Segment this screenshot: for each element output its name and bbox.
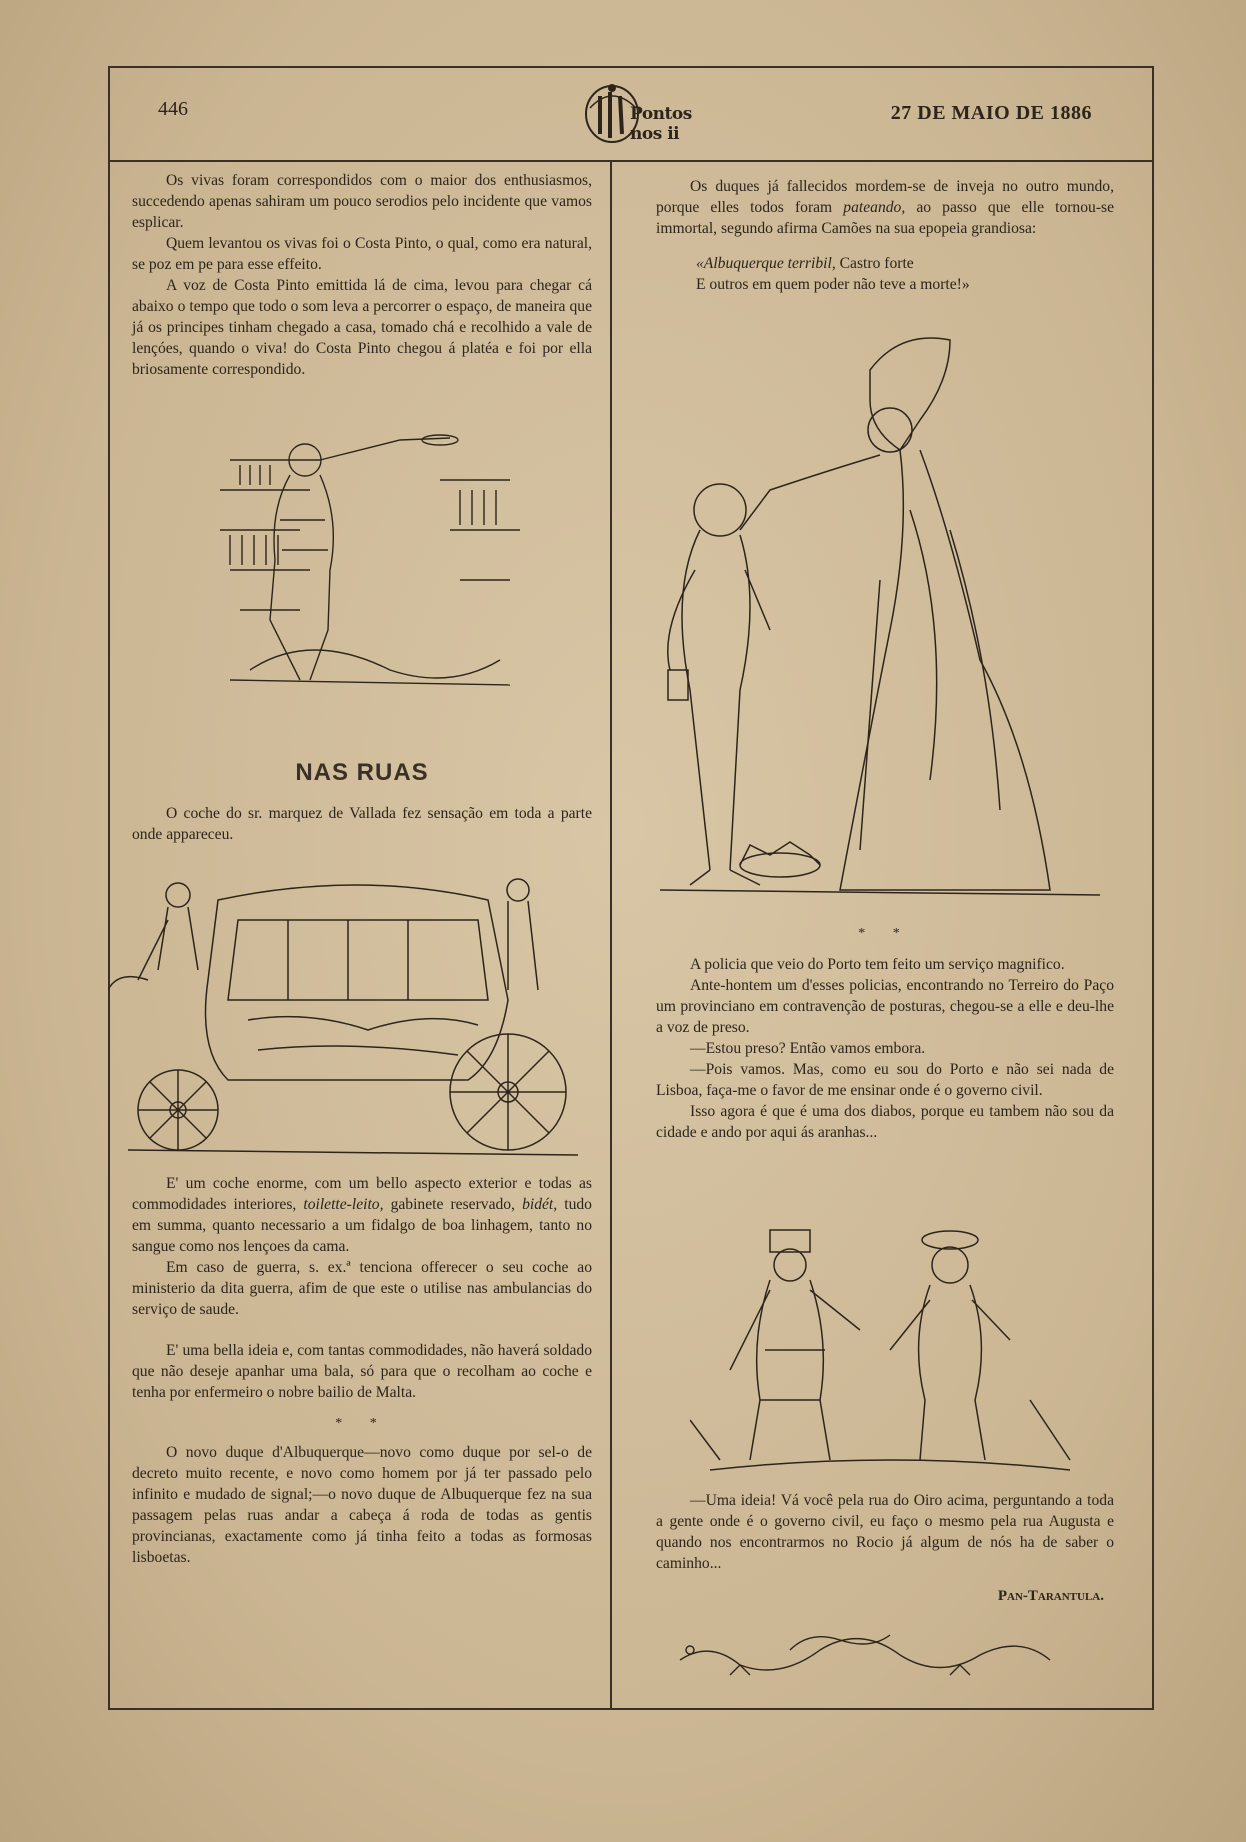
verse-quote xyxy=(656,253,1114,295)
article-paragraph: Ante-hontem um d'esses policias, encontrando no Terreiro do Paço um provinciano em contravenção de posturas, chegou-se a elle e deu-lhe a voz de preso. xyxy=(656,977,1114,1036)
illustration-policeman-and-provincial xyxy=(690,1220,1090,1480)
article-paragraph: Isso agora é que é uma dos diabos, porque eu tambem não sou da cidade e ando por aqui ás aranhas... xyxy=(656,1103,1114,1141)
article-paragraph: A policia que veio do Porto tem feito um serviço magnifico. xyxy=(690,956,1065,973)
column-divider xyxy=(610,162,612,1708)
article-paragraph: E' uma bella ideia e, com tantas commodidades, não haverá soldado que não deseje apanhar uma bala, só para que o recolham ao coche e tenha por enfermeiro o nobre bailio de Malta. xyxy=(132,1342,592,1401)
article-paragraph: —Estou preso? Então vamos embora. xyxy=(690,1040,926,1057)
text-run: Os duques já fallecidos mordem-se de inveja no outro mundo, porque elles todos foram xyxy=(656,178,1114,216)
illustration-tail-ornament xyxy=(670,1620,1060,1690)
article-paragraph: A voz de Costa Pinto emittida lá de cima, levou para chegar cá abaixo o tempo que todo o som leva a percorrer o espaço, de maneira que já os principes tinham chegado a casa, tomado chá e recolhido a vale de lençóes, quando o viva! do Costa Pinto chegou á platéa e foi por ella briosamente correspondido. xyxy=(132,277,592,378)
separator-stars: * * xyxy=(335,1416,389,1431)
text-run: gabinete reservado, xyxy=(383,1196,523,1213)
verse-line: E outros em quem poder não teve a morte!» xyxy=(696,276,970,293)
article-paragraph xyxy=(132,1173,592,1257)
article-paragraph: O coche do sr. marquez de Vallada fez sensação em toda a parte onde appareceu. xyxy=(132,805,592,843)
text-run: Castro forte xyxy=(835,255,914,272)
article-paragraph: O novo duque d'Albuquerque—novo como duque por sel-o de decreto muito recente, e novo como homem por já ter passado pelo infinito e mudado de signal;—o novo duque de Albuquerque fez na sua passagem pelas ruas andar a cabeça á roda de todas as gentis provincianas, exactamente como já tinha feito a todas as formosas lisboetas. xyxy=(132,1444,592,1566)
illustration-coach xyxy=(108,860,598,1160)
right-column-middle xyxy=(656,923,1114,1143)
verse-line xyxy=(656,253,1114,274)
italic-run: «Albuquerque terribil, xyxy=(696,255,836,272)
article-paragraph: Quem levantou os vivas foi o Costa Pinto, o qual, como era natural, se poz em pe para esse effeito. xyxy=(132,235,592,273)
article-paragraph: —Pois vamos. Mas, como eu sou do Porto e não sei nada de Lisboa, faça-me o favor de me ensinar onde é o governo civil. xyxy=(656,1061,1114,1099)
italic-run: toilette-leito, xyxy=(303,1196,384,1213)
italic-run: bidét, xyxy=(522,1196,558,1213)
masthead-logo xyxy=(560,78,720,148)
illustration-duke-and-lady xyxy=(650,330,1110,900)
text-run: ao passo que elle tornou-se immortal, segundo afirma Camões na sua epopeia grandiosa: xyxy=(656,199,1115,237)
header-rule xyxy=(110,160,1152,162)
separator-stars: * * xyxy=(858,926,912,941)
article-paragraph: Em caso de guerra, s. ex.ª tenciona offerecer o seu coche ao ministerio da dita guerra, afim de que este o utilise nas ambulancias do serviço de saude. xyxy=(132,1259,592,1318)
right-column-top xyxy=(656,176,1114,295)
article-paragraph: Os vivas foram correspondidos com o maior dos enthusiasmos, succedendo apenas sahiram um pouco serodios pelo incidente que vamos esplicar. xyxy=(132,172,592,231)
article-paragraph xyxy=(656,176,1114,239)
left-column-middle xyxy=(132,1173,592,1568)
masthead-title: Pontos nos ii xyxy=(630,104,692,144)
right-column-bottom xyxy=(656,1490,1114,1607)
text-run: tudo em summa, quanto necessario a um fidalgo de boa linhagem, tanto no sangue como nos lençoes da cama. xyxy=(132,1196,592,1255)
section-title-nas-ruas: NAS RUAS xyxy=(295,759,429,786)
left-column-nas-ruas xyxy=(132,759,592,845)
text-run: E' um coche enorme, com um bello aspecto exterior e todas as commodidades interiores, xyxy=(132,1175,592,1213)
illustration-man-in-theatre-box xyxy=(210,430,530,710)
italic-run: pateando, xyxy=(843,199,906,216)
issue-date: 27 DE MAIO DE 1886 xyxy=(890,102,1092,124)
page-number: 446 xyxy=(158,98,188,120)
author-signature: Pan-Tarantula. xyxy=(997,1588,1104,1604)
left-column-top xyxy=(132,170,592,380)
article-paragraph: —Uma ideia! Vá você pela rua do Oiro acima, perguntando a toda a gente onde é o governo civil, eu faço o mesmo pela rua Augusta e quando nos encontrarmos no Rocio já algum de nós ha de saber o caminho... xyxy=(656,1492,1114,1572)
